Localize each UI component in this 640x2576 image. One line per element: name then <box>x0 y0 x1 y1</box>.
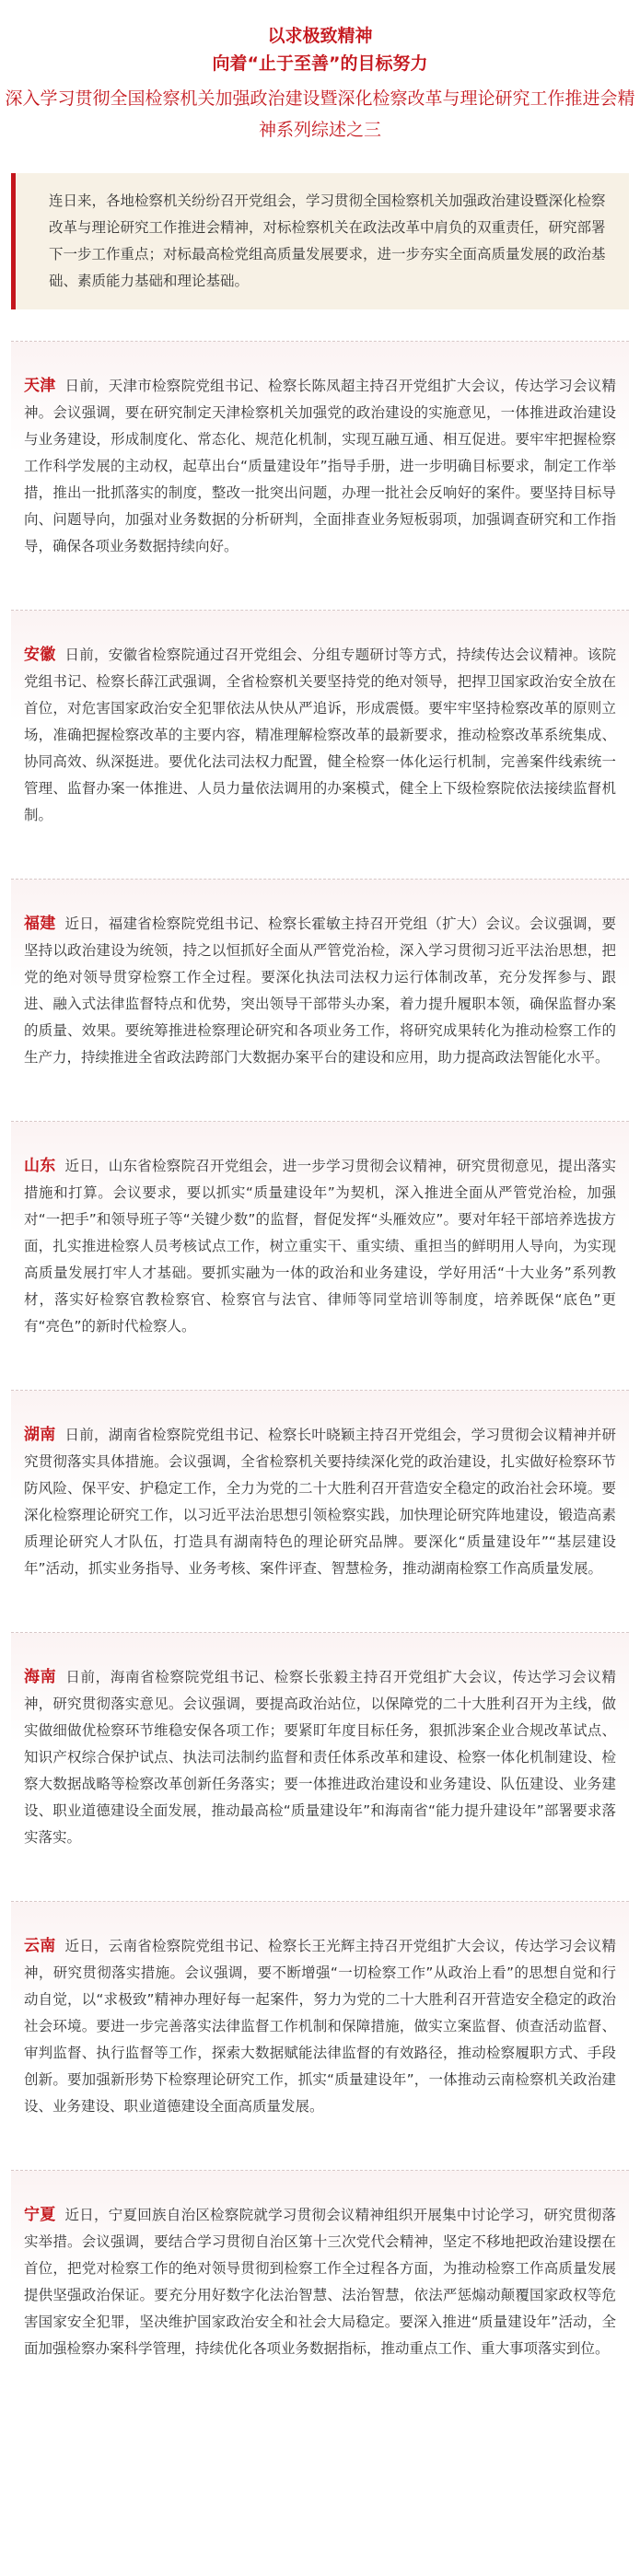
section-text: 日前，安徽省检察院通过召开党组会、分组专题研讨等方式，持续传达会议精神。该院党组书记、检察长薛江武强调，全省检察机关要坚持党的绝对领导，把捍卫国家政治安全放在首位，对危害国家政治安全犯罪依法从快从严追诉，形成震慑。要牢牢坚持检察改革的原则立场，准确把握检察改革的主要内容，精准理解检察改革的最新要求，推动检察改革系统集成、协同高效、纵深挺进。要优化法司法权力配置，健全检察一体化运行机制，完善案件线索统一管理、监督办案一体推进、人员力量依法调用的办案模式，健全上下级检察院依法接续监督机制。 <box>24 647 616 823</box>
section-body <box>11 1122 629 1358</box>
section-text: 近日，云南省检察院党组书记、检察长王光辉主持召开党组扩大会议，传达学习会议精神，研究贯彻落实措施。会议强调，要不断增强“一切检察工作”从政治上看”的思想自觉和行动自觉，以“求极致”精神办理好每一起案件，努力为党的二十大胜利召开营造安全稳定的政治社会环境。要进一步完善落实法律监督工作机制和保障措施，做实立案监督、侦查活动监督、审判监督、执行监督等工作，探索大数据赋能法律监督的有效路径，推动检察履职方式、手段创新。要加强新形势下检察理论研究工作，抓实“质量建设年”，一体推动云南检察机关政治建设、业务建设、职业道德建设全面高质量发展。 <box>24 1938 616 2115</box>
section-body <box>11 1902 629 2139</box>
region-section-anhui <box>11 610 629 847</box>
intro-paragraph: 连日来，各地检察机关纷纷召开党组会，学习贯彻全国检察机关加强政治建设暨深化检察改革与理论研究工作推进会精神，对标检察机关在政法改革中肩负的双重责任，研究部署下一步工作重点；对标最高检党组高质量发展要求，进一步夯实全面高质量发展的政治基础、素质能力基础和理论基础。 <box>11 173 629 309</box>
headline-line-1: 以求极致精神 <box>267 26 373 46</box>
section-text: 近日，福建省检察院党组书记、检察长霍敏主持召开党组（扩大）会议。会议强调，要坚持以政治建设为统领，持之以恒抓好全面从严管党治检，深入学习贯彻习近平法治思想，把党的绝对领导贯穿检察工作全过程。要深化执法司法权力运行体制改革，充分发挥参与、跟进、融入式法律监督特点和优势，突出领导干部带头办案，着力提升履职本领，确保监督办案的质量、效果。要统筹推进检察理论研究和各项业务工作，将研究成果转化为推动检察工作的生产力，持续推进全省政法跨部门大数据办案平台的建设和应用，助力提高政法智能化水平。 <box>24 915 616 1066</box>
region-label: 安徽 <box>24 646 56 664</box>
section-body <box>11 2171 629 2381</box>
subtitle: 深入学习贯彻全国检察机关加强政治建设暨深化检察改革与理论研究工作推进会精神系列综述之三 <box>5 88 635 140</box>
article-header <box>0 22 640 146</box>
region-label: 海南 <box>24 1668 57 1686</box>
region-section-shandong <box>11 1121 629 1358</box>
section-text: 日前，海南省检察院党组书记、检察长张毅主持召开党组扩大会议，传达学习会议精神，研究贯彻落实意见。会议强调，要提高政治站位，以保障党的二十大胜利召开为主线，做实做细做优检察环节维稳安保各项工作；要紧盯年度目标任务，狠抓涉案企业合规改革试点、知识产权综合保护试点、执法司法制约监督和责任体系改革和建设、检察一体化机制建设、检察大数据战略等检察改革创新任务落实；要一体推进政治建设和业务建设、队伍建设、业务建设、职业道德建设全面发展，推动最高检“质量建设年”和海南省“能力提升建设年”部署要求落实落实。 <box>24 1669 616 1846</box>
region-label: 云南 <box>24 1937 56 1955</box>
region-section-fujian <box>11 879 629 1090</box>
region-section-hainan <box>11 1632 629 1870</box>
region-section-ningxia <box>11 2170 629 2381</box>
region-label: 宁夏 <box>24 2206 56 2224</box>
section-text: 近日，山东省检察院召开党组会，进一步学习贯彻会议精神，研究贯彻意见，提出落实措施和打算。会议要求，要以抓实“质量建设年”为契机，深入推进全面从严管党治检，加强对“一把手”和领导班子等“关键少数”的监督，督促发挥“头雁效应”。要对年轻干部培养选拔方面，扎实推进检察人员考核试点工作，树立重实干、重实绩、重担当的鲜明用人导向，为实现高质量发展打牢人才基础。要抓实融为一体的政治和业务建设，学好用活“十大业务”系列教材，落实好检察官教检察官、检察官与法官、律师等同堂培训等制度，培养既保“底色”更有“亮色”的新时代检察人。 <box>24 1158 616 1335</box>
section-body <box>11 1391 629 1601</box>
section-text: 日前，天津市检察院党组书记、检察长陈凤超主持召开党组扩大会议，传达学习会议精神。会议强调，要在研究制定天津检察机关加强党的政治建设的实施意见，一体推进政治建设与业务建设，形成制度化、常态化、规范化机制，实现互融互通、相互促进。要牢牢把握检察工作科学发展的主动权，起草出台“质量建设年”指导手册，进一步明确目标要求，制定工作举措，推出一批抓落实的制度，整改一批突出问题，办理一批社会反响好的案件。要坚持目标导向、问题导向，加强对业务数据的分析研判，全面排查业务短板弱项，加强调查研究和工作指导，确保各项业务数据持续向好。 <box>24 378 616 554</box>
section-body <box>11 611 629 847</box>
section-body <box>11 342 629 578</box>
region-section-yunnan <box>11 1901 629 2139</box>
region-label: 山东 <box>24 1157 56 1175</box>
section-text: 近日，宁夏回族自治区检察院就学习贯彻会议精神组织开展集中讨论学习，研究贯彻落实举措。会议强调，要结合学习贯彻自治区第十三次党代会精神，坚定不移地把政治建设摆在首位，把党对检察工作的绝对领导贯彻到检察工作全过程各方面，为推动检察工作高质量发展提供坚强政治保证。要充分用好数字化法治智慧、法治智慧，依法严惩煽动颠覆国家政权等危害国家安全犯罪，坚决维护国家政治安全和社会大局稳定。要深入推进“质量建设年”活动，全面加强检察办案科学管理，持续优化各项业务数据指标，推动重点工作、重大事项落实到位。 <box>24 2207 616 2357</box>
headline-line-2: 向着“止于至善”的目标努力 <box>212 53 428 74</box>
region-label: 天津 <box>24 377 56 395</box>
section-body <box>11 880 629 1090</box>
region-label: 福建 <box>24 915 56 933</box>
region-section-tianjin <box>11 341 629 578</box>
section-body <box>11 1633 629 1870</box>
region-label: 湖南 <box>24 1426 56 1444</box>
intro-section <box>11 173 629 309</box>
region-section-hunan <box>11 1390 629 1601</box>
section-text: 日前，湖南省检察院党组书记、检察长叶晓颖主持召开党组会，学习贯彻会议精神并研究贯彻落实具体措施。会议强调，全省检察机关要持续深化党的政治建设，扎实做好检察环节防风险、保平安、护稳定工作，全力为党的二十大胜利召开营造安全稳定的政治社会环境。要深化检察理论研究工作，以习近平法治思想引领检察实践，加快理论研究阵地建设，锻造高素质理论研究人才队伍，打造具有湖南特色的理论研究品牌。要深化“质量建设年”“基层建设年”活动，抓实业务指导、业务考核、案件评查、智慧检务，推动湖南检察工作高质量发展。 <box>24 1427 616 1577</box>
